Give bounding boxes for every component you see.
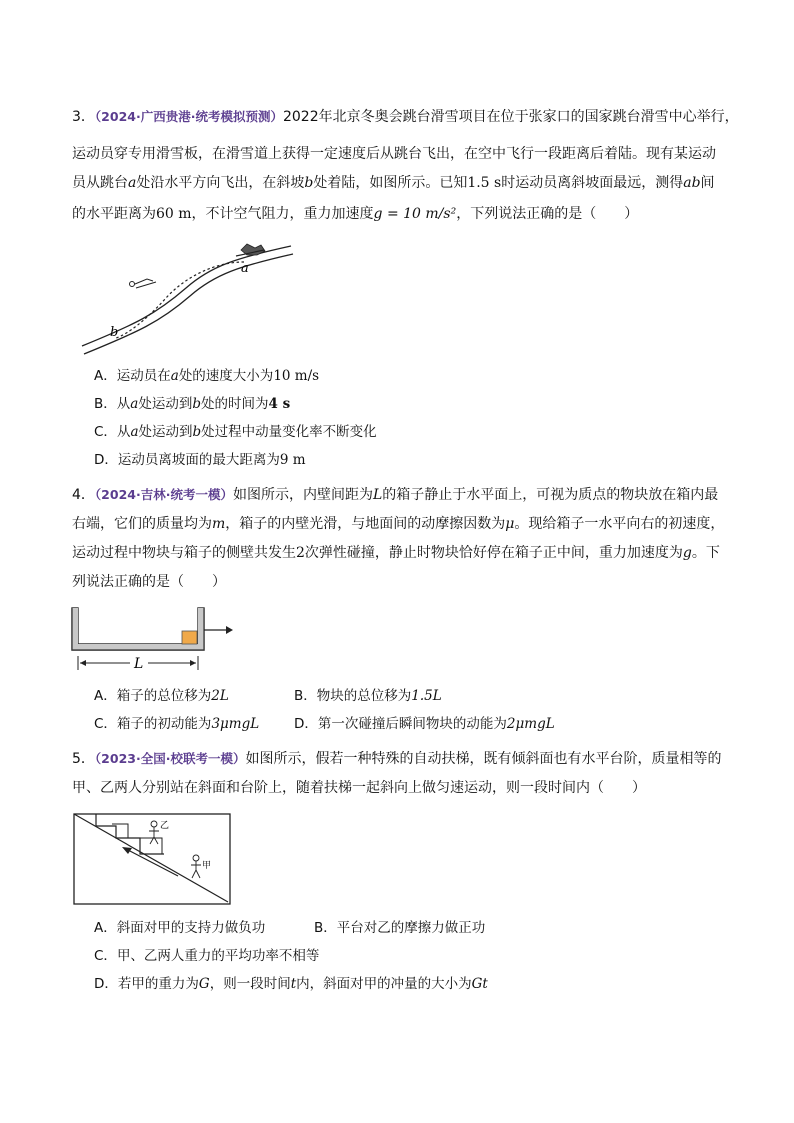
q3-text-4a: 的水平距离为 (72, 206, 156, 222)
option-text: 箱子的初动能为 (116, 716, 212, 732)
q5-text: 如图所示，假若一种特殊的自动扶梯，既有倾斜面也有水平台阶，质量相等的 (245, 751, 722, 767)
option-value: 4 s (268, 396, 291, 412)
option-label: D． (94, 976, 118, 992)
option-label: C． (94, 716, 117, 732)
q3-text-4b: ，不计空气阻力，重力加速度 (191, 206, 374, 222)
q4-var-mu: μ (505, 516, 515, 532)
q5-source-tag: （2023·全国·校联考一模） (94, 751, 246, 766)
option-text: 处的速度大小为 (178, 368, 274, 384)
q3-var-a: a (128, 175, 137, 191)
option-value: 10 m/s (273, 368, 320, 384)
q4-line-4 (72, 568, 742, 597)
q4-text: 。现给箱子一水平向右的初速度， (514, 516, 725, 532)
box-diagram (70, 606, 240, 676)
option-text: 物块的总位移为 (316, 688, 412, 704)
option-var: t (290, 976, 297, 992)
q4-source-tag: （2024·吉林·统考一模） (94, 487, 233, 502)
box-label-L: L (134, 656, 144, 672)
option-text: 运动员离坡面的最大距离为 (117, 452, 280, 468)
q4-var-m: m (212, 516, 226, 532)
option-var: G (198, 976, 210, 992)
q4-text: 列说法正确的是（ ） (72, 574, 226, 590)
option-value: 2μmgL (506, 716, 555, 732)
option-label: C． (94, 424, 117, 440)
q4-var-g: g (682, 545, 692, 561)
q4-text: 。下 (691, 545, 720, 561)
q3-text-3a: 员从跳台 (72, 175, 128, 191)
option-value: Gt (471, 976, 488, 992)
q3-var-b: b (304, 175, 314, 191)
option-label: D． (94, 452, 118, 468)
escalator-label-yi: 乙 (160, 821, 170, 831)
q5-option-d[interactable] (94, 974, 488, 994)
q3-line-3 (72, 169, 742, 198)
q4-text: 如图所示，内壁间距为 (232, 487, 373, 503)
q4-var-L: L (372, 487, 383, 503)
q5-text: 甲、乙两人分别站在斜面和台阶上，随着扶梯一起斜向上做匀速运动，则一段时间内（ ） (72, 780, 646, 796)
q5-number: 5． (72, 751, 95, 767)
q4-option-d[interactable] (294, 714, 555, 734)
option-value: 3μmgL (211, 716, 260, 732)
option-value: 1.5L (411, 688, 442, 704)
q4-count: 2 (296, 545, 305, 561)
option-text: 平台对乙的摩擦力做正功 (336, 920, 486, 936)
q3-text-3e: 间 (700, 175, 715, 191)
escalator-label-jia: 甲 (202, 861, 212, 871)
q4-line-3 (72, 539, 742, 568)
q4-option-c[interactable] (94, 714, 259, 734)
option-value: 9 m (279, 452, 306, 468)
option-label: D． (294, 716, 318, 732)
question-4 (72, 480, 742, 597)
option-text: 从 (116, 396, 131, 412)
q5-option-c[interactable] (94, 946, 319, 966)
q3-option-b[interactable] (94, 394, 290, 414)
question-5 (72, 744, 742, 803)
option-var: a (170, 368, 179, 384)
q4-text: ，箱子的内壁光滑，与地面间的动摩擦因数为 (225, 516, 506, 532)
q3-number: 3． (72, 109, 95, 125)
option-text: 处运动到 (138, 396, 193, 412)
option-var: a (130, 396, 139, 412)
q4-text: 右端，它们的质量均为 (72, 516, 212, 532)
q5-option-a[interactable] (94, 918, 265, 938)
option-value: 2L (211, 688, 229, 704)
option-text: 甲、乙两人重力的平均功率不相等 (116, 948, 320, 964)
option-var: b (192, 424, 202, 440)
q3-option-a[interactable] (94, 366, 319, 386)
option-label: A． (94, 688, 117, 704)
q4-text: 运动过程中物块与箱子的侧壁共发生 (72, 545, 296, 561)
q3-var-ab: ab (683, 175, 701, 191)
ski-label-a: a (241, 261, 249, 276)
escalator-diagram (72, 812, 234, 908)
ski-jump-diagram (76, 238, 298, 358)
option-text: 若甲的重力为 (117, 976, 199, 992)
question-3 (72, 102, 742, 229)
ski-label-b: b (110, 325, 119, 340)
option-text: 处的时间为 (200, 396, 269, 412)
q3-text-3c: 处着陆，如图所示。已知 (313, 175, 468, 191)
option-var: a (130, 424, 139, 440)
q3-option-c[interactable] (94, 422, 377, 442)
q4-text: 次弹性碰撞，静止时物块恰好停在箱子正中间，重力加速度为 (304, 545, 683, 561)
q3-text-4c: ，下列说法正确的是（ ） (456, 206, 639, 222)
q3-text-2: 运动员穿专用滑雪板，在滑雪道上获得一定速度后从跳台飞出，在空中飞行一段距离后着陆。现有某运动 (72, 146, 716, 162)
q3-text-3d: 时运动员离斜坡面最远，测得 (501, 175, 684, 191)
option-text: ，则一段时间 (209, 976, 291, 992)
q4-option-a[interactable] (94, 686, 229, 706)
q5-line-2 (72, 774, 742, 803)
q3-distance: 60 m (156, 206, 192, 222)
q3-text-1: 2022年北京冬奥会跳台滑雪项目在位于张家口的国家跳台滑雪中心举行， (282, 109, 739, 125)
q4-option-b[interactable] (294, 686, 442, 706)
option-text: 第一次碰撞后瞬间物块的动能为 (317, 716, 507, 732)
q4-text: 的箱子静止于水平面上，可视为质点的物块放在箱内最 (382, 487, 719, 503)
option-text: 处运动到 (138, 424, 193, 440)
option-text: 箱子的总位移为 (116, 688, 212, 704)
option-var: b (192, 396, 201, 412)
option-text: 斜面对甲的支持力做负功 (116, 920, 266, 936)
q4-number: 4． (72, 487, 95, 503)
q3-line-4 (72, 200, 742, 229)
q4-line-1 (72, 480, 742, 510)
option-text: 运动员在 (116, 368, 171, 384)
q5-option-b[interactable] (314, 918, 485, 938)
q3-line-2 (72, 140, 742, 169)
q3-text-3b: 处沿水平方向飞出，在斜坡 (136, 175, 305, 191)
q3-option-d[interactable] (94, 450, 306, 470)
q3-source-tag: （2024·广西贵港·统考模拟预测） (94, 109, 283, 124)
q3-gravity: g = 10 m/s² (373, 206, 457, 222)
option-label: C． (94, 948, 117, 964)
option-label: B． (294, 688, 317, 704)
q3-line-1 (72, 102, 742, 132)
option-label: A． (94, 368, 117, 384)
option-label: B． (94, 396, 117, 412)
option-label: A． (94, 920, 117, 936)
q3-time: 1.5 s (467, 175, 502, 191)
q5-line-1 (72, 744, 742, 774)
option-text: 从 (116, 424, 131, 440)
option-text: 内，斜面对甲的冲量的大小为 (296, 976, 472, 992)
q4-line-2 (72, 510, 742, 539)
option-text: 处过程中动量变化率不断变化 (201, 424, 377, 440)
option-label: B． (314, 920, 337, 936)
